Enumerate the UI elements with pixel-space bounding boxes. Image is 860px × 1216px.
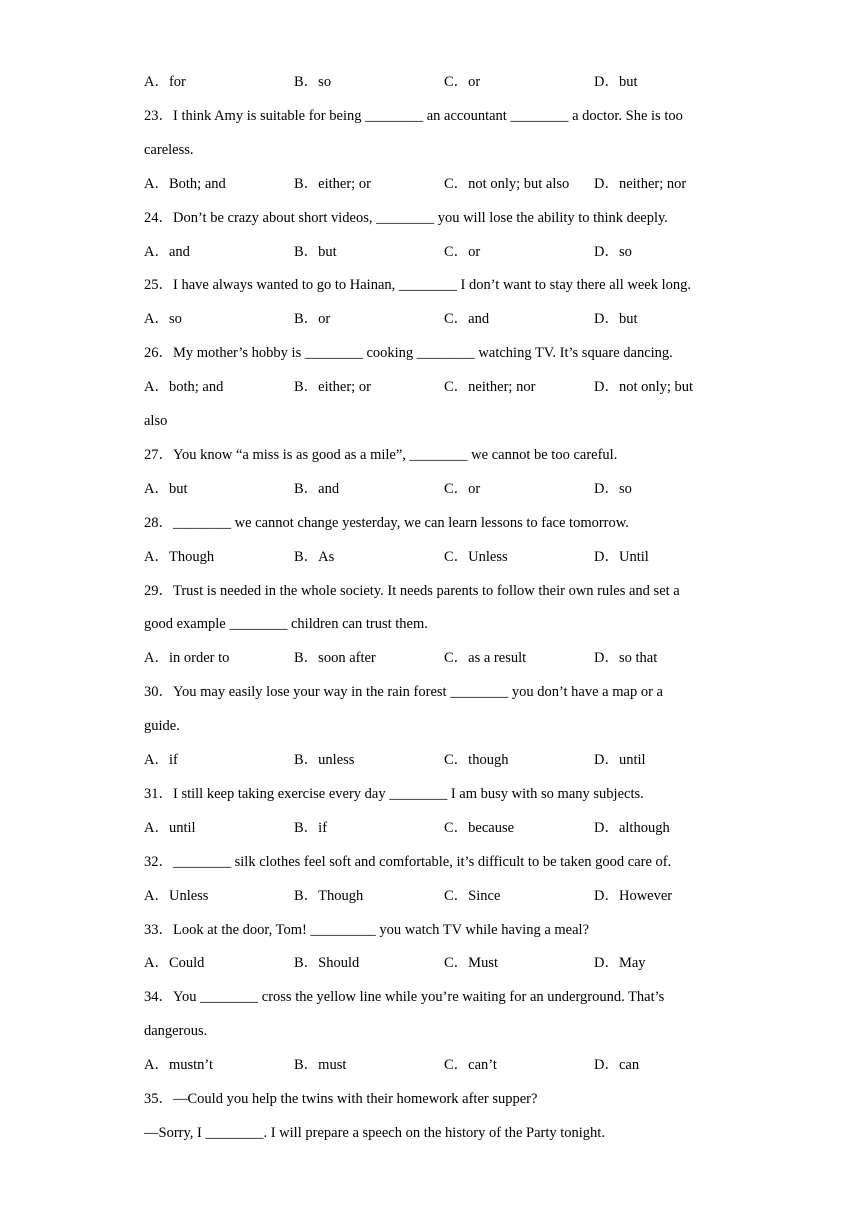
q32-option-b: B．Though xyxy=(294,887,364,904)
q23-option-a: A．Both; and xyxy=(144,175,226,192)
q33-option-b: B．Should xyxy=(294,955,360,972)
q34-option-a: A．mustn’t xyxy=(144,1057,214,1074)
q26-option-wrap: also xyxy=(144,413,168,429)
q29-options xyxy=(0,647,860,669)
q22-option-a: A．for xyxy=(144,74,186,90)
q23-option-d: D．neither; nor xyxy=(594,175,687,192)
q22-option-b: B．so xyxy=(294,74,332,90)
q29-stem-line-2: good example ________ children can trust them. xyxy=(144,616,428,633)
q26-option-c: C．neither; nor xyxy=(444,379,536,396)
q26-options xyxy=(0,376,860,398)
q28-option-d: D．Until xyxy=(594,548,649,565)
q32-options xyxy=(0,885,860,907)
q24-options xyxy=(0,241,860,263)
q30-option-b: B．unless xyxy=(294,752,355,768)
q22-option-c: C．or xyxy=(444,74,481,90)
q25-option-d: D．but xyxy=(594,311,638,328)
q24-stem-line-1: 24．Don’t be crazy about short videos, ________ you will lose the ability to think deeply. xyxy=(144,209,668,226)
q30-stem-line-1: 30．You may easily lose your way in the rain forest ________ you don’t have a map or a xyxy=(144,684,663,701)
q23-option-b: B．either; or xyxy=(294,175,371,192)
q22-options xyxy=(0,71,860,93)
q31-options xyxy=(0,817,860,839)
q31-option-c: C．because xyxy=(444,819,515,836)
q22-option-d: D．but xyxy=(594,74,638,90)
q29-option-c: C．as a result xyxy=(444,650,527,667)
q33-option-d: D．May xyxy=(594,955,646,972)
q26-stem-line-1: 26．My mother’s hobby is ________ cooking ________ watching TV. It’s square dancing. xyxy=(144,345,673,362)
q35-stem-line-2: —Sorry, I ________. I will prepare a speech on the history of the Party tonight. xyxy=(144,1124,605,1141)
q30-option-c: C．though xyxy=(444,752,509,768)
q34-option-d: D．can xyxy=(594,1057,640,1074)
q27-option-a: A．but xyxy=(144,480,188,497)
q33-option-a: A．Could xyxy=(144,955,205,972)
q33-option-c: C．Must xyxy=(444,955,498,972)
q32-option-a: A．Unless xyxy=(144,887,209,904)
q27-option-d: D．so xyxy=(594,480,632,497)
q34-stem-line-1: 34．You ________ cross the yellow line while you’re waiting for an underground. That’s xyxy=(144,989,665,1006)
q28-stem-line-1: 28．________ we cannot change yesterday, we can learn lessons to face tomorrow. xyxy=(144,514,629,531)
q24-option-c: C．or xyxy=(444,243,481,260)
q31-stem-line-1: 31．I still keep taking exercise every day ________ I am busy with so many subjects. xyxy=(144,785,644,802)
q27-stem-line-1: 27．You know “a miss is as good as a mile”, ________ we cannot be too careful. xyxy=(144,446,618,463)
q24-option-d: D．so xyxy=(594,243,632,260)
q29-option-a: A．in order to xyxy=(144,650,230,667)
q28-option-a: A．Though xyxy=(144,548,215,565)
q25-options xyxy=(0,308,860,330)
q23-options xyxy=(0,173,860,195)
q25-stem-line-1: 25．I have always wanted to go to Hainan, ________ I don’t want to stay there all week long. xyxy=(144,277,691,294)
q35-stem-line-1: 35．—Could you help the twins with their homework after supper? xyxy=(144,1091,538,1107)
q29-option-d: D．so that xyxy=(594,650,658,667)
q25-option-a: A．so xyxy=(144,311,182,328)
q26-option-d: D．not only; but xyxy=(594,379,694,396)
q33-stem-line-1: 33．Look at the door, Tom! _________ you watch TV while having a meal? xyxy=(144,921,590,938)
q24-option-b: B．but xyxy=(294,243,337,260)
q27-option-c: C．or xyxy=(444,480,481,497)
q27-option-b: B．and xyxy=(294,480,340,497)
q26-option-a: A．both; and xyxy=(144,379,224,396)
q34-option-b: B．must xyxy=(294,1057,347,1074)
q25-option-b: B．or xyxy=(294,311,331,328)
q33-options xyxy=(0,952,860,974)
q30-options xyxy=(0,749,860,771)
q23-option-c: C．not only; but also xyxy=(444,175,570,192)
q28-options xyxy=(0,546,860,568)
q29-option-b: B．soon after xyxy=(294,650,376,667)
q26-option-b: B．either; or xyxy=(294,379,371,396)
q30-option-a: A．if xyxy=(144,752,178,768)
q32-stem-line-1: 32．________ silk clothes feel soft and comfortable, it’s difficult to be taken good care of. xyxy=(144,853,672,870)
q31-option-a: A．until xyxy=(144,819,196,836)
q31-option-d: D．although xyxy=(594,819,670,836)
q23-stem-line-1: 23．I think Amy is suitable for being ________ an accountant ________ a doctor. She is too xyxy=(144,107,683,124)
q32-option-c: C．Since xyxy=(444,887,501,904)
q30-stem-line-2: guide. xyxy=(144,718,180,735)
q29-stem-line-1: 29．Trust is needed in the whole society. It needs parents to follow their own rules and set a xyxy=(144,582,680,599)
q24-option-a: A．and xyxy=(144,243,190,260)
q23-stem-line-2: careless. xyxy=(144,141,194,158)
q30-option-d: D．until xyxy=(594,752,646,768)
q34-options xyxy=(0,1054,860,1076)
q28-option-c: C．Unless xyxy=(444,548,508,565)
q32-option-d: D．However xyxy=(594,887,673,904)
q28-option-b: B．As xyxy=(294,548,335,565)
q27-options xyxy=(0,478,860,500)
q25-option-c: C．and xyxy=(444,311,490,328)
q31-option-b: B．if xyxy=(294,819,328,836)
q34-stem-line-2: dangerous. xyxy=(144,1023,208,1040)
q34-option-c: C．can’t xyxy=(444,1057,497,1074)
